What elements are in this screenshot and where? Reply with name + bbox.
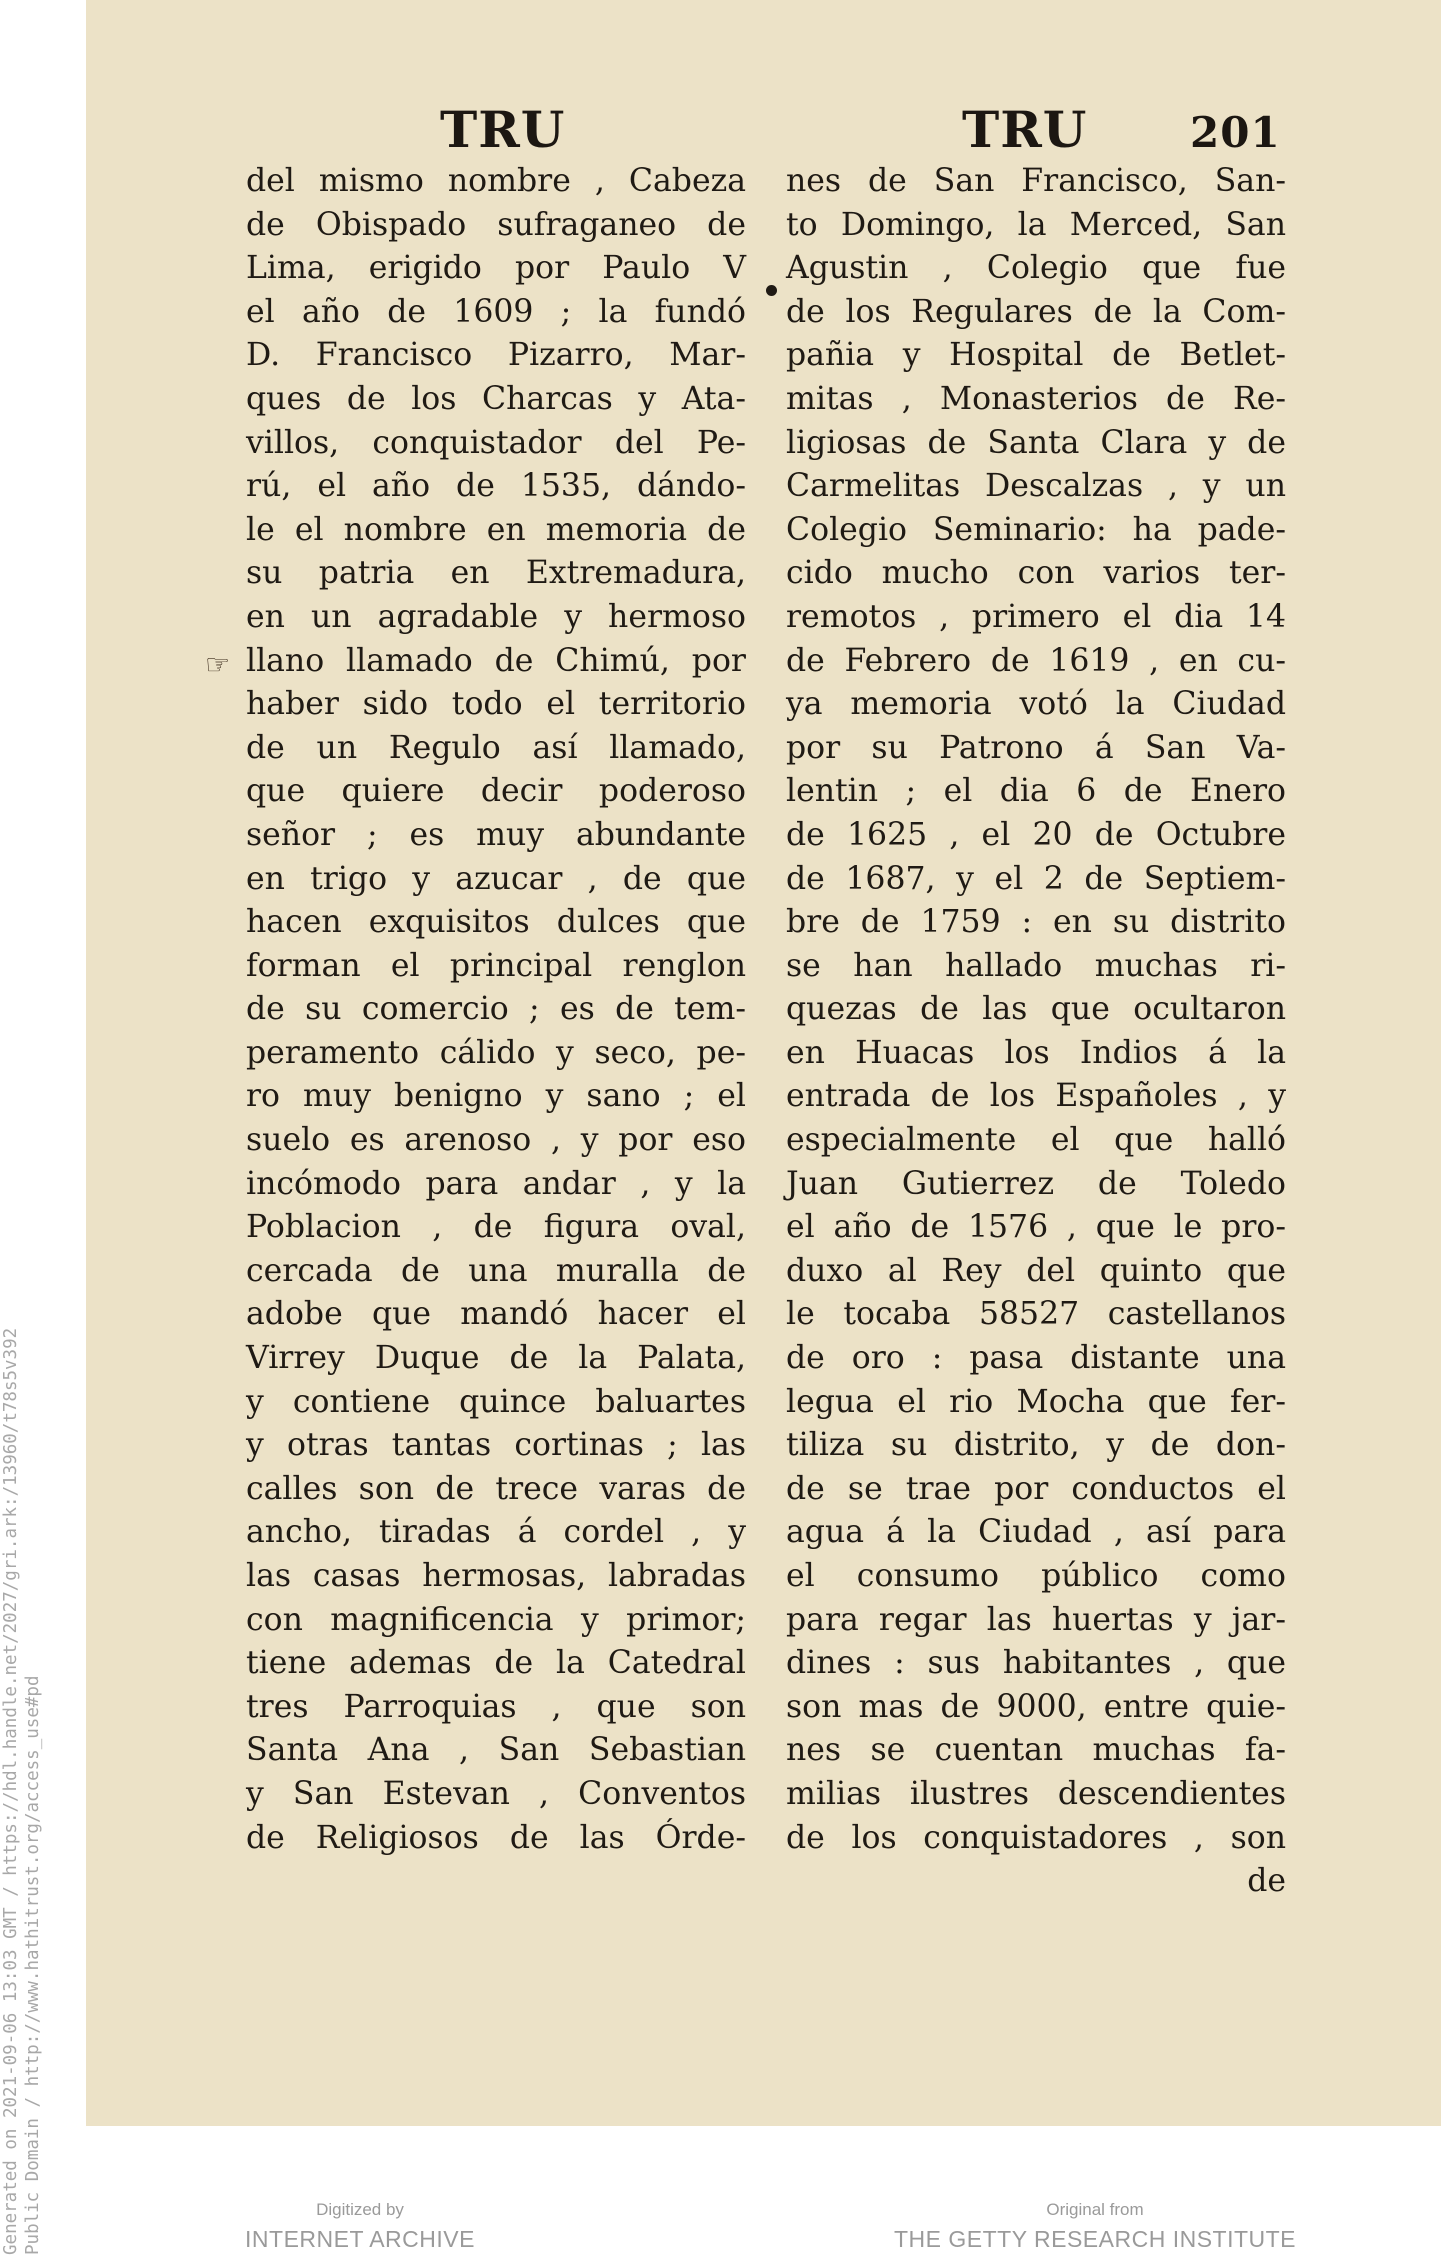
footer-digitized-label: Digitized by <box>316 2200 404 2219</box>
text-line: de 1687, y el 2 de Septiem- <box>786 860 1286 897</box>
text-line: que quiere decir poderoso <box>246 773 746 810</box>
text-line: D. Francisco Pizarro, Mar- <box>246 337 746 374</box>
footer-original-from <box>860 2200 1330 2253</box>
text-line: llano llamado de Chimú, por <box>246 642 746 679</box>
text-line: suelo es arenoso , y por eso <box>246 1122 746 1159</box>
text-line: de 1625 , el 20 de Octubre <box>786 816 1286 853</box>
text-line: hacen exquisitos dulces que <box>246 904 746 941</box>
text-line: por su Patrono á San Va- <box>786 729 1286 766</box>
text-line: villos, conquistador del Pe- <box>246 424 746 461</box>
text-line: tres Parroquias , que son <box>246 1688 746 1725</box>
text-line: de oro : pasa distante una <box>786 1340 1286 1377</box>
text-line: en Huacas los Indios á la <box>786 1034 1286 1071</box>
text-line: Carmelitas Descalzas , y un <box>786 468 1286 505</box>
text-line: bre de 1759 : en su distrito <box>786 904 1286 941</box>
text-line: en trigo y azucar , de que <box>246 860 746 897</box>
text-line: le tocaba 58527 castellanos <box>786 1296 1286 1333</box>
watermark-line-1: Generated on 2021-09-06 13:03 GMT / https://hdl.handle.net/2027/gri.ark:/13960/t78s5v392 <box>1 1327 21 2255</box>
text-line: en un agradable y hermoso <box>246 598 746 635</box>
text-line: cido mucho con varios ter- <box>786 555 1286 592</box>
text-line: las casas hermosas, labradas <box>246 1558 746 1594</box>
footer-original-label: Original from <box>1046 2200 1144 2219</box>
text-line: de se trae por conductos el <box>786 1470 1286 1507</box>
text-line: señor ; es muy abundante <box>246 816 746 853</box>
text-line: de un Regulo así llamado, <box>246 729 746 766</box>
footer-internet-archive: INTERNET ARCHIVE <box>245 2226 475 2252</box>
text-line: entrada de los Españoles , y <box>786 1078 1286 1115</box>
text-line: y otras tantas cortinas ; las <box>246 1427 746 1464</box>
text-line: y San Estevan , Conventos <box>246 1775 746 1812</box>
text-line: de los conquistadores , son <box>786 1819 1286 1856</box>
text-line: Colegio Seminario: ha pade- <box>786 511 1286 548</box>
text-line: Poblacion , de figura oval, <box>246 1209 746 1246</box>
hathitrust-watermark <box>0 1328 44 2255</box>
text-line: de Obispado sufraganeo de <box>246 206 746 243</box>
left-text-column <box>246 160 746 1860</box>
text-line: su patria en Extremadura, <box>246 555 746 592</box>
running-head-right: TRU <box>962 100 1088 159</box>
text-line: le el nombre en memoria de <box>246 511 746 548</box>
text-line: legua el rio Mocha que fer- <box>786 1383 1286 1420</box>
text-line: Juan Gutierrez de Toledo <box>786 1165 1286 1202</box>
text-line: adobe que mandó hacer el <box>246 1296 746 1333</box>
footer-digitized-by <box>220 2200 500 2253</box>
watermark-line-2: Public Domain / http://www.hathitrust.org/access_use#pd <box>23 1675 43 2255</box>
text-line: ro muy benigno y sano ; el <box>246 1078 746 1115</box>
running-head-left: TRU <box>440 100 566 159</box>
text-line: ques de los Charcas y Ata- <box>246 380 746 417</box>
text-line: duxo al Rey del quinto que <box>786 1252 1286 1289</box>
text-line: de los Regulares de la Com- <box>786 293 1286 330</box>
text-line: y contiene quince baluartes <box>246 1383 746 1420</box>
text-line: ligiosas de Santa Clara y de <box>786 424 1286 461</box>
text-line: Santa Ana , San Sebastian <box>246 1732 746 1769</box>
text-line: el año de 1609 ; la fundó <box>246 293 746 330</box>
ink-dot-icon <box>766 285 777 296</box>
text-line: haber sido todo el territorio <box>246 686 746 723</box>
text-line: calles son de trece varas de <box>246 1470 746 1507</box>
text-line: Virrey Duque de la Palata, <box>246 1340 746 1377</box>
hand-mark-icon: ☞ <box>205 648 231 681</box>
text-line: remotos , primero el dia 14 <box>786 598 1286 635</box>
text-line: mitas , Monasterios de Re- <box>786 380 1286 417</box>
text-line: milias ilustres descendientes <box>786 1775 1286 1812</box>
text-line: forman el principal renglon <box>246 947 746 984</box>
text-line: de Febrero de 1619 , en cu- <box>786 642 1286 679</box>
text-line: del mismo nombre , Cabeza <box>246 163 746 199</box>
text-line: cercada de una muralla de <box>246 1252 746 1289</box>
text-line: agua á la Ciudad , así para <box>786 1514 1286 1551</box>
footer-getty: THE GETTY RESEARCH INSTITUTE <box>893 2226 1297 2252</box>
text-line: ancho, tiradas á cordel , y <box>246 1514 746 1551</box>
text-line: lentin ; el dia 6 de Enero <box>786 773 1286 810</box>
text-line: con magnificencia y primor; <box>246 1601 746 1638</box>
text-line: especialmente el que halló <box>786 1122 1286 1159</box>
text-line: pañia y Hospital de Betlet- <box>786 337 1286 374</box>
text-line: incómodo para andar , y la <box>246 1165 746 1202</box>
text-line: tiliza su distrito, y de don- <box>786 1427 1286 1464</box>
text-line: se han hallado muchas ri- <box>786 947 1286 984</box>
text-line: para regar las huertas y jar- <box>786 1601 1286 1638</box>
text-line: el consumo público como <box>786 1558 1286 1594</box>
text-line: Agustin , Colegio que fue <box>786 250 1286 287</box>
text-line: nes se cuentan muchas fa- <box>786 1732 1286 1769</box>
text-line: el año de 1576 , que le pro- <box>786 1209 1286 1246</box>
text-line: tiene ademas de la Catedral <box>246 1645 746 1682</box>
text-line: de su comercio ; es de tem- <box>246 991 746 1028</box>
text-line: peramento cálido y seco, pe- <box>246 1034 746 1071</box>
text-line: de <box>1247 1863 1286 1900</box>
text-line: de Religiosos de las Órde- <box>246 1819 746 1856</box>
right-text-column <box>786 160 1286 1904</box>
text-line: rú, el año de 1535, dándo- <box>246 468 746 505</box>
text-line: to Domingo, la Merced, San <box>786 206 1286 243</box>
text-line: Lima, erigido por Paulo V <box>246 250 746 287</box>
page-number: 201 <box>1190 108 1281 157</box>
text-line: quezas de las que ocultaron <box>786 991 1286 1028</box>
text-line: son mas de 9000, entre quie- <box>786 1688 1286 1725</box>
text-line: dines : sus habitantes , que <box>786 1645 1286 1682</box>
text-line: ya memoria votó la Ciudad <box>786 686 1286 723</box>
text-line: nes de San Francisco, San- <box>786 163 1286 199</box>
